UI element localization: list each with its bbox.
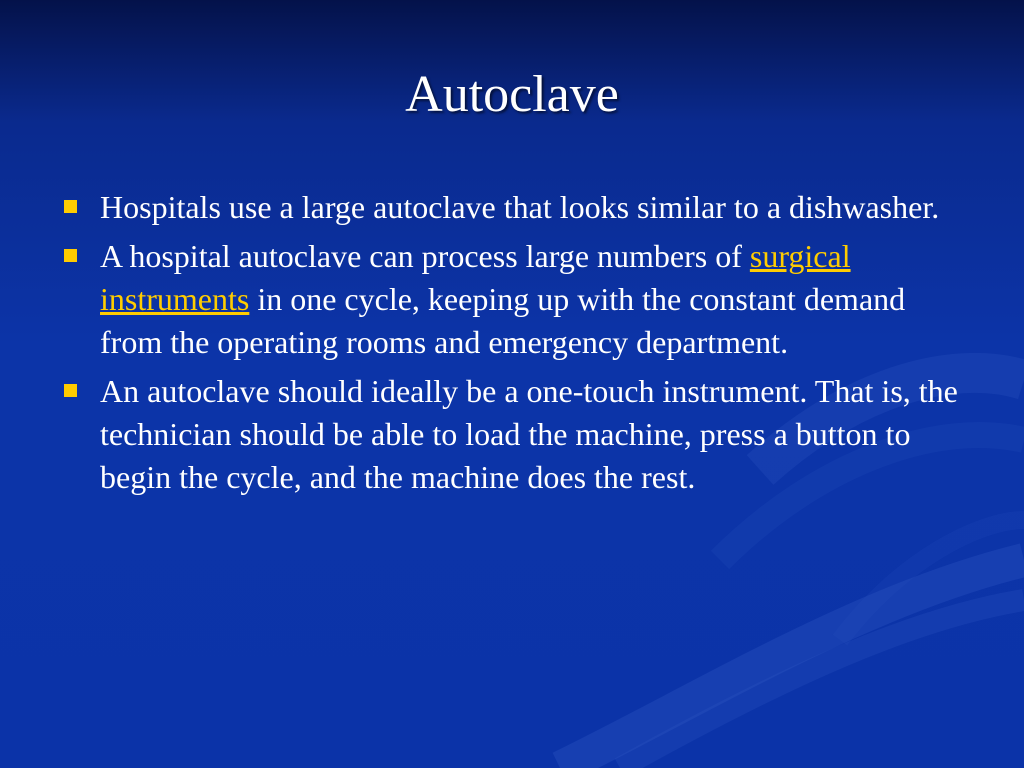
bullet-text-before-link: A hospital autoclave can process large numbers of xyxy=(100,238,750,274)
bullet-text: An autoclave should ideally be a one-touch instrument. That is, the technician should be able to load the machine, press a button to begin the cycle, and the machine does the rest. xyxy=(100,373,958,495)
slide-title: Autoclave xyxy=(405,66,619,123)
bullet-item xyxy=(60,370,960,499)
bullet-text: Hospitals use a large autoclave that looks similar to a dishwasher. xyxy=(100,189,940,225)
bullet-list xyxy=(60,186,960,505)
bullet-item xyxy=(60,186,960,229)
surgical-instruments-link[interactable]: surgical instruments xyxy=(100,238,851,317)
square-bullet-icon xyxy=(64,249,77,262)
bullet-item xyxy=(60,235,960,364)
square-bullet-icon xyxy=(64,200,77,213)
bullet-text-after-link: in one cycle, keeping up with the constant demand from the operating rooms and emergency department. xyxy=(100,281,906,360)
square-bullet-icon xyxy=(64,384,77,397)
